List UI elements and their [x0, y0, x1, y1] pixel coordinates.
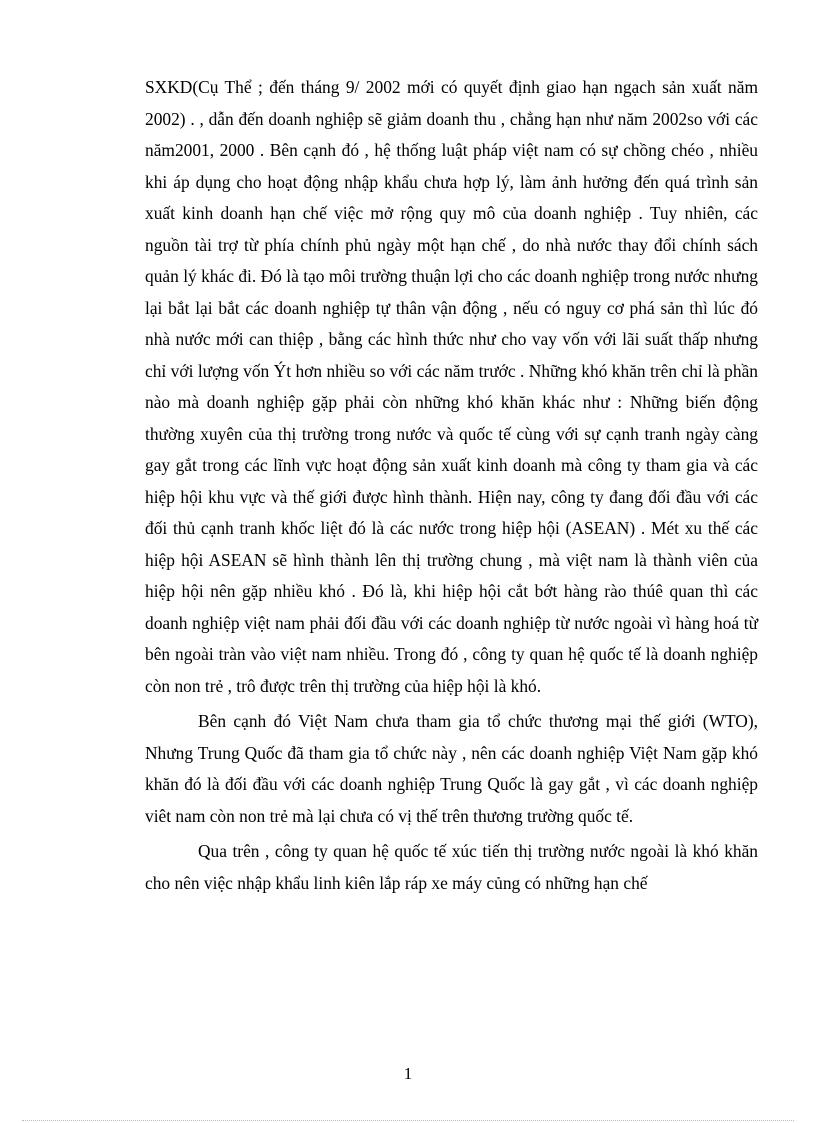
paragraph-1: SXKD(Cụ Thể ; đến tháng 9/ 2002 mới có quyết định giao hạn ngạch sản xuất năm 2002) . , dẫn đến doanh nghiệp sẽ giảm doanh thu , chẳng hạn như năm 2002so với các năm2001, 2000 . Bên cạnh đó , hệ thống luật pháp việt nam có sự chồng chéo , nhiều khi áp dụng cho hoạt động nhập khẩu chưa hợp lý, làm ảnh hưởng đến quá trình sản xuất kinh doanh hạn chế việc mở rộng quy mô của doanh nghiệp . Tuy nhiên, các nguồn tài trợ từ phía chính phủ ngày một hạn chế , do nhà nước thay đổi chính sách quản lý khác đi. Đó là tạo môi trường thuận lợi cho các doanh nghiệp trong nước nhưng lại bắt lại bắt các doanh nghiệp tự thân vận động , nếu có nguy cơ phá sản thì lúc đó nhà nước mới can thiệp , bằng các hình thức như cho vay vốn với lãi suất thấp nhưng chỉ với lượng vốn Ýt hơn nhiều so với các năm trước . Những khó khăn trên chỉ là phần nào mà doanh nghiệp gặp phải còn những khó khăn khác như : Những biến động thường xuyên của thị trường trong nước và quốc tế cùng với sự cạnh tranh ngày càng gay gắt trong các lĩnh vực hoạt động sản xuất kinh doanh mà công ty tham gia và các hiệp hội khu vực và thế giới được hình thành. Hiện nay, công ty đang đối đầu với các đối thủ cạnh tranh khốc liệt đó là các nước trong hiệp hội (ASEAN) . Mét xu thế các hiệp hội ASEAN sẽ hình thành lên thị trường chung , mà việt nam là thành viên của hiệp hội nên gặp nhiều khó . Đó là, khi hiệp hội cắt bớt hàng rào thúê quan thì các doanh nghiệp việt nam phải đối đầu với các doanh nghiệp từ nước ngoài vì hàng hoá từ bên ngoài tràn vào việt nam nhiều. Trong đó , công ty quan hệ quốc tế là doanh nghiệp còn non trẻ , trô được trên thị trường của hiệp hội là khó. — [145, 77, 758, 696]
paragraph-3: Qua trên , công ty quan hệ quốc tế xúc tiến thị trường nước ngoài là khó khăn cho nên việc nhập khẩu linh kiên lắp ráp xe máy củng có những hạn chế — [145, 841, 758, 893]
paragraph-2: Bên cạnh đó Việt Nam chưa tham gia tổ chức thương mại thế giới (WTO), Nhưng Trung Quốc đã tham gia tổ chức này , nên các doanh nghiệp Việt Nam gặp khó khăn đó là đối đầu với các doanh nghiệp Trung Quốc là gay gắt , vì các doanh nghiệp viêt nam còn non trẻ mà lại chưa có vị thế trên thương trường quốc tế. — [145, 711, 758, 826]
page-bottom-divider — [22, 1120, 794, 1121]
page-number: 1 — [403, 1064, 413, 1083]
body-text — [145, 72, 758, 899]
